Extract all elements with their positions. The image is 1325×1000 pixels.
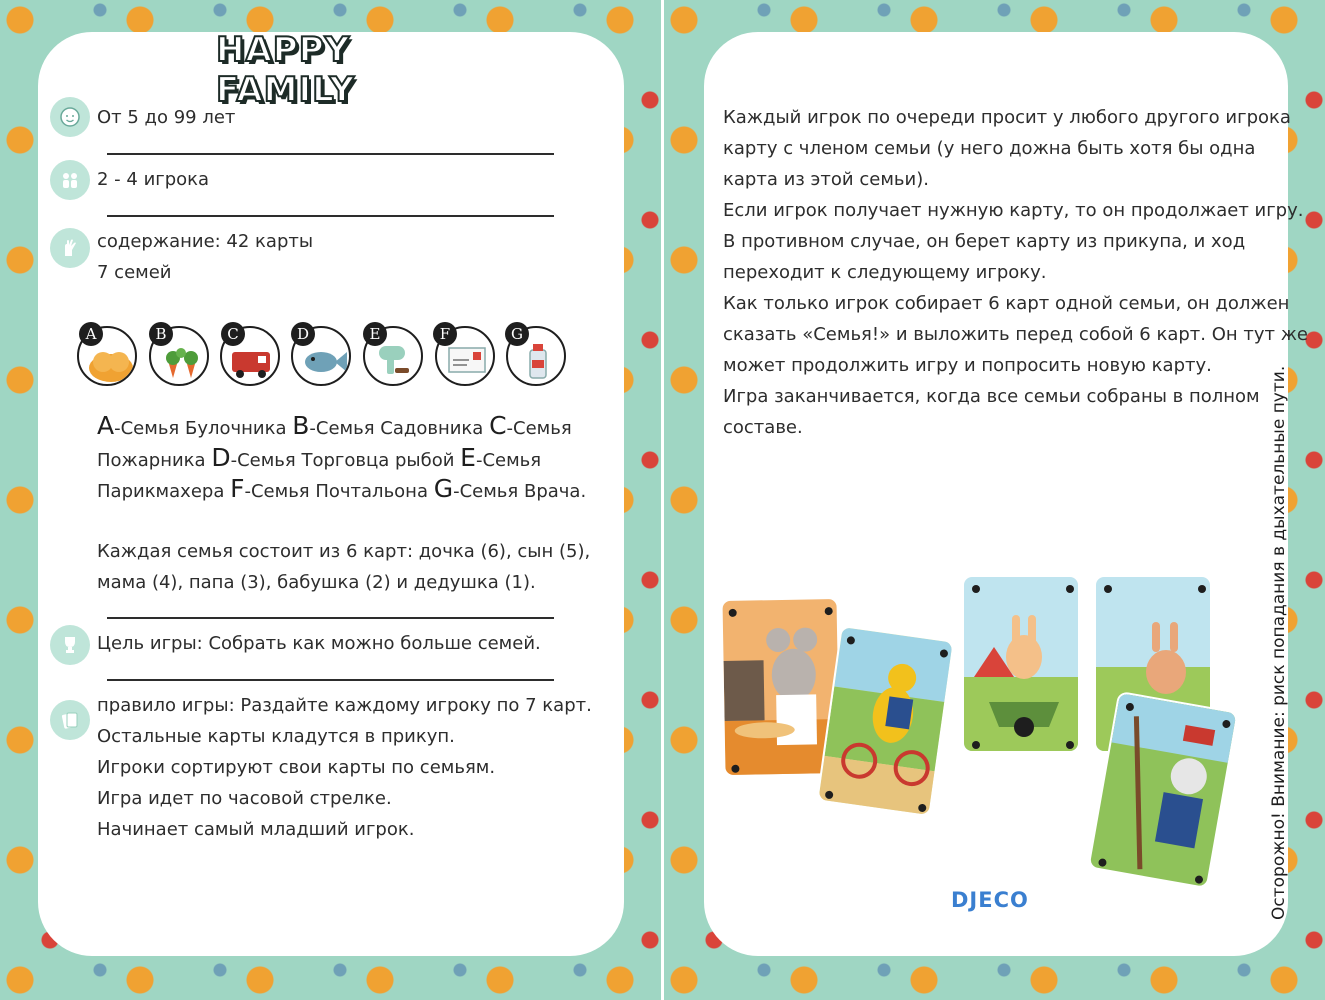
family-e-name: -Семья [475, 450, 542, 471]
rules-continued-line: переходит к следующему игроку. [723, 262, 1047, 283]
contents-cards: содержание: 42 карты [97, 231, 314, 252]
child-face-icon [50, 97, 90, 137]
family-c-name-2: Пожарника [97, 450, 206, 471]
family-c-name: -Семья [506, 418, 572, 439]
rule-line-3: Игроки сортируют свои карты по семьям. [97, 757, 496, 778]
hand-icon [50, 228, 90, 268]
rule-line-5: Начинает самый младший игрок. [97, 819, 415, 840]
family-b-letter: B [149, 322, 173, 346]
rules-continued-line: составе. [723, 417, 803, 438]
family-d-letter: D [291, 322, 315, 346]
rules-continued-line: Если игрок получает нужную карту, то он продолжает игру. [723, 200, 1304, 221]
family-names-line-3 [97, 473, 586, 507]
family-b-name: -Семья Садовника [309, 418, 484, 439]
family-e-letter: E [363, 322, 387, 346]
rules-continued-line: В противном случае, он берет карту из прикупа, и ход [723, 231, 1246, 252]
family-f-name: -Семья Почтальона [244, 481, 428, 502]
divider [107, 679, 554, 681]
family-names-line-2 [97, 442, 541, 476]
cards-icon [50, 700, 90, 740]
age-range: От 5 до 99 лет [97, 107, 236, 128]
players-icon [50, 160, 90, 200]
letter-b: B [292, 411, 310, 440]
rabbit-gardener-illustration [964, 577, 1080, 753]
rules-continued-line: карту с членом семьи (у него дожна быть хотя бы одна [723, 138, 1256, 159]
family-a-name: -Семья Булочника [114, 418, 287, 439]
family-d-name: -Семья Торговца рыбой [230, 450, 455, 471]
rule-line-1: правило игры: Раздайте каждому игроку по 7 карт. [97, 695, 592, 716]
family-e-name-2: Парикмахера [97, 481, 225, 502]
letter-a: A [97, 411, 115, 440]
player-count: 2 - 4 игрока [97, 169, 210, 190]
card-gardener-rabbit [962, 575, 1080, 753]
composition-line-2: мама (4), папа (3), бабушка (2) и дедушка (1). [97, 572, 536, 593]
rule-line-4: Игра идет по часовой стрелке. [97, 788, 392, 809]
rules-continued-line: Как только игрок собирает 6 карт одной семьи, он должен [723, 293, 1290, 314]
game-title: HAPPY FAMILY [216, 30, 356, 110]
rules-continued-line: сказать «Семья!» и выложить перед собой 6 карт. Он тут же [723, 324, 1308, 345]
letter-g: G [433, 474, 454, 503]
family-c-letter: C [221, 322, 245, 346]
family-names-line-1 [97, 410, 572, 444]
letter-e: E [460, 443, 476, 472]
game-goal: Цель игры: Собрать как можно больше семей. [97, 633, 541, 654]
divider [107, 153, 554, 155]
divider [107, 215, 554, 217]
rules-continued [723, 102, 1308, 443]
trophy-icon [50, 625, 90, 665]
family-a-letter: A [79, 322, 103, 346]
brand-logo: DJECO [951, 888, 1029, 912]
rules-continued-line: Игра заканчивается, когда все семьи собраны в полном [723, 386, 1260, 407]
rules-continued-line: Каждый игрок по очереди просит у любого другого игрока [723, 107, 1291, 128]
letter-d: D [211, 443, 231, 472]
family-g-name: -Семья Врача. [453, 481, 587, 502]
safety-warning: Осторожно! Внимание: риск попадания в дыхательные пути. [1269, 365, 1289, 920]
letter-c: C [489, 411, 507, 440]
card-postman-duck [816, 625, 955, 817]
family-g-letter: G [505, 322, 529, 346]
rule-line-2: Остальные карты кладутся в прикуп. [97, 726, 455, 747]
family-f-letter: F [433, 322, 457, 346]
divider [107, 617, 554, 619]
contents-families: 7 семей [97, 262, 172, 283]
composition-line-1: Каждая семья состоит из 6 карт: дочка (6), сын (5), [97, 541, 591, 562]
rules-continued-line: карта из этой семьи). [723, 169, 929, 190]
rules-continued-line: может продолжить игру и попросить новую карту. [723, 355, 1212, 376]
letter-f: F [230, 474, 245, 503]
